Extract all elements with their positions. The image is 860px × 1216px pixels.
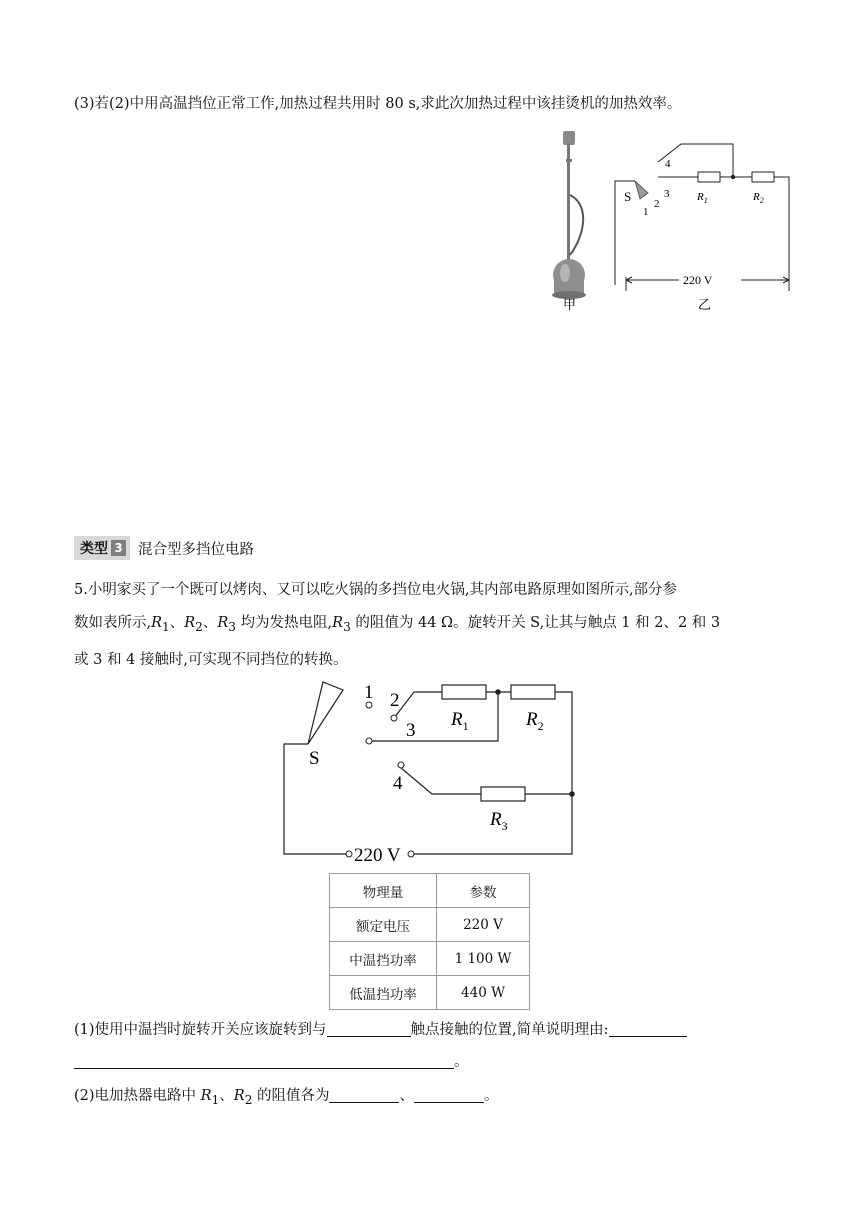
junction-dot-top — [495, 689, 501, 695]
junction-dot-right — [569, 791, 575, 797]
junction-dot — [731, 175, 735, 179]
answer-blank-3[interactable] — [74, 1052, 454, 1069]
voltage-label: 220 V — [683, 273, 713, 287]
table-row — [330, 908, 530, 942]
circuit-yi — [615, 144, 789, 291]
answer-blank-r2[interactable] — [414, 1086, 484, 1103]
table-row — [330, 942, 530, 976]
question-3-text: (3)若(2)中用高温挡位正常工作,加热过程共用时 80 s,求此次加热过程中该挂烫机的加热效率。 — [74, 96, 682, 112]
section-tag-text: 类型 — [80, 541, 108, 557]
sub-question-1-cont: 。 — [74, 1052, 469, 1072]
table-cell: 低温挡功率 — [330, 976, 437, 1010]
table-cell: 中温挡功率 — [330, 942, 437, 976]
section-heading — [74, 537, 254, 559]
section-tag — [74, 536, 130, 560]
switch-s-label: S — [309, 748, 320, 769]
r1-label: $R_1$ — [451, 709, 469, 733]
table-cell: 1 100 W — [437, 942, 530, 976]
voltage-label: 220 V — [354, 845, 401, 866]
rotary-switch-icon — [308, 682, 343, 744]
contact-2-label: 2 — [390, 690, 400, 711]
table-header-cell: 物理量 — [330, 874, 437, 908]
contact-4-label: 4 — [665, 158, 671, 170]
question-5-text — [74, 574, 794, 677]
contact-3-label: 3 — [406, 720, 416, 741]
parameter-table — [329, 873, 530, 1010]
question-5-line-2: 数如表所示$,R_1$、$R_2$、$R_3$ 均为发热电阻$,R_3$ 的阻值为 44 Ω。旋转开关 S,让其与触点 1 和 2、2 和 3 — [74, 615, 721, 634]
contact-3 — [366, 738, 372, 744]
sub-question-1: (1)使用中温挡时旋转开关应该旋转到与 触点接触的位置,简单说明理由: — [74, 1020, 687, 1040]
section-title: 混合型多挡位电路 — [138, 541, 254, 558]
answer-blank-2[interactable] — [609, 1020, 687, 1037]
answer-blank-1[interactable] — [327, 1020, 411, 1037]
contact-1-label: 1 — [364, 682, 374, 703]
terminal-right — [408, 851, 414, 857]
label-yi: 乙 — [698, 297, 712, 312]
figure-steamer-circuit — [540, 125, 800, 320]
contact-1-label: 1 — [643, 206, 649, 218]
terminal-left — [346, 851, 352, 857]
table-cell: 440 W — [437, 976, 530, 1010]
r2-label: $R_2$ — [753, 191, 764, 205]
steamer-illustration — [552, 131, 586, 299]
answer-blank-r1[interactable] — [329, 1086, 399, 1103]
question-5-line-1: 5.小明家买了一个既可以烤肉、又可以吃火锅的多挡位电火锅,其内部电路原理如图所示,部分参 — [74, 582, 678, 598]
contact-2-label: 2 — [654, 198, 660, 210]
question-5-line-3: 或 3 和 4 接触时,可实现不同挡位的转换。 — [74, 651, 348, 668]
label-jia: 甲 — [563, 297, 577, 312]
table-cell: 220 V — [437, 908, 530, 942]
section-tag-number: 3 — [111, 540, 126, 556]
rotary-switch-icon — [635, 181, 648, 199]
table-cell: 额定电压 — [330, 908, 437, 942]
switch-s-label: S — [624, 189, 632, 204]
r1-label: $R_1$ — [697, 191, 708, 205]
contact-4 — [398, 762, 404, 768]
table-header-cell: 参数 — [437, 874, 530, 908]
table-row — [330, 976, 530, 1010]
table-header-row — [330, 874, 530, 908]
contact-2 — [391, 715, 397, 721]
sub-question-2: (2)电加热器电路中 $R_1$、$R_2$ 的阻值各为 、 。 — [74, 1088, 499, 1107]
contact-3-label: 3 — [664, 188, 670, 200]
circuit-diagram-hotpot — [278, 672, 588, 867]
r2-label: $R_2$ — [526, 709, 544, 733]
contact-4-label: 4 — [393, 773, 403, 794]
r3-label: $R_3$ — [490, 809, 508, 833]
